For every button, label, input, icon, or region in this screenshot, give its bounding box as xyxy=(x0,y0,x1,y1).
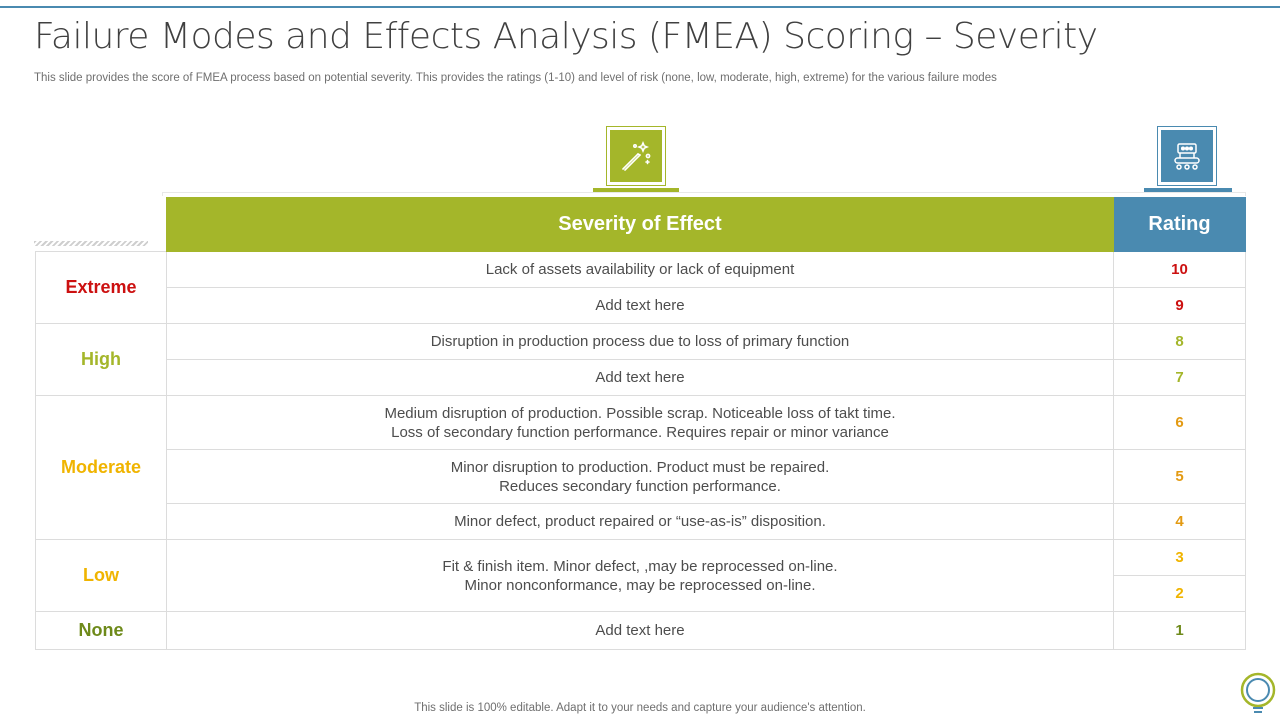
table-row xyxy=(36,360,1246,396)
table-row xyxy=(36,396,1246,450)
header-severity-of-effect: Severity of Effect xyxy=(167,198,1114,252)
level-none: None xyxy=(36,612,167,650)
rating-value: 6 xyxy=(1114,396,1246,450)
rating-value: 2 xyxy=(1114,576,1246,612)
rating-value: 8 xyxy=(1114,324,1246,360)
table-row xyxy=(36,540,1246,576)
top-accent-line xyxy=(0,6,1280,8)
rating-icon-badge xyxy=(1157,126,1217,186)
level-high: High xyxy=(36,324,167,396)
page-title: Failure Modes and Effects Analysis (FMEA) Scoring – Severity xyxy=(34,16,1098,57)
effect-description: Add text here xyxy=(167,288,1114,324)
rating-value: 9 xyxy=(1114,288,1246,324)
page-subtitle: This slide provides the score of FMEA process based on potential severity. This provides the ratings (1-10) and level of risk (none, low, moderate, high, extreme) for the various failure modes xyxy=(34,72,997,84)
rating-value: 5 xyxy=(1114,450,1246,504)
table-row xyxy=(36,612,1246,650)
effect-description: Fit & finish item. Minor defect, ,may be reprocessed on-line. Minor nonconformance, may be reprocessed on-line. xyxy=(167,540,1114,612)
rating-value: 7 xyxy=(1114,360,1246,396)
effect-description: Add text here xyxy=(167,360,1114,396)
rating-value: 3 xyxy=(1114,540,1246,576)
effect-description: Disruption in production process due to loss of primary function xyxy=(167,324,1114,360)
effect-description: Minor disruption to production. Product must be repaired. Reduces secondary function performance. xyxy=(167,450,1114,504)
fmea-severity-table xyxy=(35,197,1246,650)
level-extreme: Extreme xyxy=(36,252,167,324)
effect-description: Minor defect, product repaired or “use-as-is” disposition. xyxy=(167,504,1114,540)
table-row xyxy=(36,450,1246,504)
table-top-frame xyxy=(162,192,1246,196)
header-rating: Rating xyxy=(1114,198,1246,252)
rating-value: 10 xyxy=(1114,252,1246,288)
footer-note: This slide is 100% editable. Adapt it to your needs and capture your audience's attention. xyxy=(414,702,866,714)
effect-description: Add text here xyxy=(167,612,1114,650)
header-blank-cell xyxy=(36,198,167,252)
effect-description: Medium disruption of production. Possible scrap. Noticeable loss of takt time. Loss of secondary function performance. Requires repair or minor variance xyxy=(167,396,1114,450)
lightbulb-icon xyxy=(1238,672,1278,718)
rating-value: 4 xyxy=(1114,504,1246,540)
level-moderate: Moderate xyxy=(36,396,167,540)
table-row xyxy=(36,288,1246,324)
conveyor-icon xyxy=(1170,139,1204,173)
effect-description: Lack of assets availability or lack of equipment xyxy=(167,252,1114,288)
table-row xyxy=(36,252,1246,288)
table-header-row xyxy=(36,198,1246,252)
magic-wand-icon xyxy=(619,139,653,173)
table-row xyxy=(36,324,1246,360)
table-row xyxy=(36,504,1246,540)
rating-value: 1 xyxy=(1114,612,1246,650)
level-low: Low xyxy=(36,540,167,612)
effect-icon-badge xyxy=(606,126,666,186)
